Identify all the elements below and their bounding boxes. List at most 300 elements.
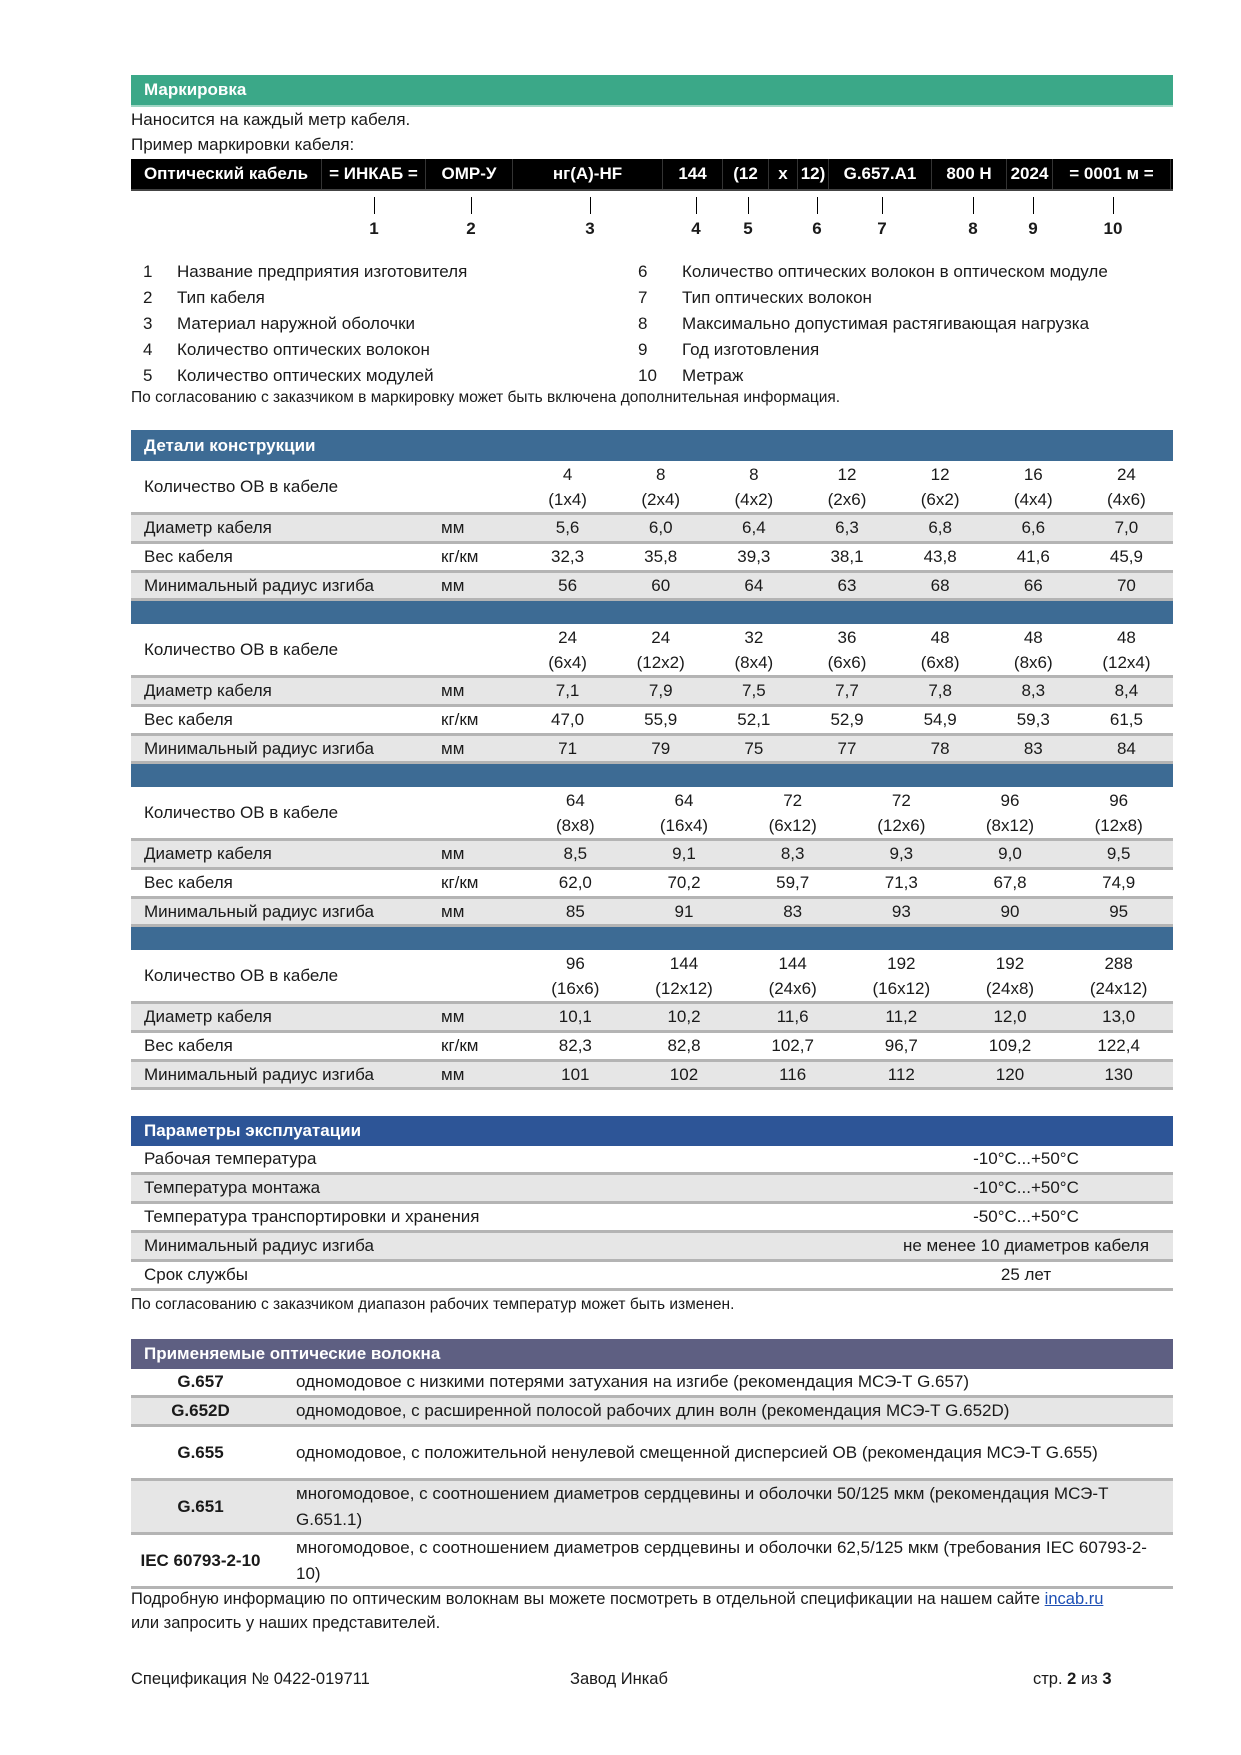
fiber-count: 8 [749,464,759,484]
radius-value: 95 [1109,901,1129,921]
fiber-structure: (8x12) [985,815,1035,835]
weight-label: Вес кабеля [144,547,233,566]
radius-row [131,573,1173,601]
fiber-count: 36 [837,627,857,647]
fiber-count: 64 [674,790,694,810]
radius-value: 120 [995,1064,1025,1084]
fiber-count: 24 [1116,464,1136,484]
fiber-structure: (12x12) [655,978,713,998]
fiber-count: 48 [1023,627,1043,647]
incab-link[interactable]: incab.ru [1044,1590,1104,1608]
legend-text: Тип кабеля [177,288,265,307]
fibers-note [131,1590,1103,1609]
radius-value: 66 [1023,575,1043,595]
radius-row [131,899,1173,927]
legend-number: 7 [638,288,648,307]
fiber-structure: (16x12) [872,978,931,998]
fiber-structure: (16x6) [551,978,600,998]
weight-value: 52,1 [737,710,771,729]
legend-number: 1 [143,262,153,281]
fiber-structure: (12x2) [636,652,685,672]
diameter-value: 8,5 [563,844,588,863]
marking-tick [748,197,749,214]
fiber-count: 192 [887,953,916,973]
radius-label: Минимальный радиус изгиба [144,1064,374,1084]
fiber-row [131,1535,1173,1589]
fiber-count: 4 [562,464,573,484]
legend-number: 9 [638,340,648,359]
diameter-value: 6,6 [1021,518,1046,537]
fiber-structure: (12x6) [877,815,926,835]
diameter-row [131,1004,1173,1033]
marking-segment: 12) [798,159,829,189]
page-number: 2 [1067,1670,1077,1688]
construction-header [131,430,1173,461]
fiber-row [131,1398,1173,1427]
diameter-value: 7,0 [1114,518,1139,537]
legend-text: Количество оптических волокон в оптическом модуле [682,262,1108,281]
radius-value: 79 [651,738,671,758]
fiber-count: 96 [565,953,585,973]
fiber-structure: (8x8) [555,815,595,835]
diameter-unit: мм [441,1007,465,1026]
fiber-description: одномодовое с низкими потерями затухания на изгибе (рекомендация МСЭ-Т G.657) [296,1372,970,1391]
diameter-value: 7,8 [928,681,952,700]
marking-segment: Оптический кабель [131,159,322,189]
diameter-value: 5,6 [555,518,580,537]
fiber-structure: (4x4) [1013,489,1053,509]
fibers-note2: или запросить у наших представителей. [131,1614,441,1632]
count-label: Количество ОВ в кабеле [144,640,339,659]
weight-value: 122,4 [1097,1036,1140,1055]
construction-title: Детали конструкции [144,435,316,455]
legend-number: 10 [638,366,657,385]
radius-value: 102 [669,1064,699,1084]
count-cell [707,462,800,512]
block-separator [131,601,1173,624]
radius-value: 60 [651,575,671,595]
legend-text: Год изготовления [682,340,820,359]
fiber-count: 144 [669,953,699,973]
block-separator [131,764,1173,787]
count-cell [987,625,1080,675]
legend-number: 4 [143,340,153,359]
weight-value: 102,7 [771,1036,814,1055]
weight-label: Вес кабеля [144,1036,233,1055]
fiber-structure: (24x12) [1089,978,1148,998]
count-label: Количество ОВ в кабеле [144,966,339,985]
diameter-unit: мм [441,844,465,863]
radius-value: 91 [674,901,694,921]
fiber-structure: (24x6) [768,978,817,998]
radius-label: Минимальный радиус изгиба [144,738,374,758]
count-cell [956,951,1065,1001]
weight-unit: кг/км [441,873,479,892]
weight-row [131,1033,1173,1062]
count-label: Количество ОВ в кабеле [144,803,339,822]
fiber-count: 144 [778,953,807,973]
count-cell [614,625,707,675]
weight-value: 45,9 [1109,547,1143,566]
radius-unit: мм [441,1064,465,1084]
page-prefix: стр. [1033,1670,1063,1688]
count-cell [521,951,630,1001]
diameter-row [131,841,1173,870]
diameter-value: 9,5 [1106,844,1131,863]
radius-value: 112 [887,1064,915,1084]
operation-label: Рабочая температура [144,1149,317,1168]
fiber-count: 96 [1109,790,1129,810]
diameter-label: Диаметр кабеля [144,681,272,700]
fiber-description: одномодовое, с расширенной полосой рабочих длин волн (рекомендация МСЭ-Т G.652D) [296,1401,1010,1420]
fiber-code: G.657 [177,1372,224,1391]
diameter-row [131,515,1173,544]
count-cell [956,788,1065,838]
weight-label: Вес кабеля [144,710,233,729]
weight-value: 62,0 [558,873,592,892]
diameter-value: 12,0 [993,1007,1027,1026]
marking-number: 10 [1103,219,1123,238]
count-cell [521,462,614,512]
marking-tick [1033,197,1034,214]
count-row [131,624,1173,678]
operation-label: Температура монтажа [144,1178,321,1197]
diameter-value: 6,8 [928,518,952,537]
count-cell [614,462,707,512]
count-cell [800,462,893,512]
count-row [131,787,1173,841]
marking-segment: = ИНКАБ = [322,159,426,189]
marking-segment: ОМР-У [426,159,513,189]
weight-row [131,870,1173,899]
operation-value: не менее 10 диаметров кабеля [902,1236,1150,1255]
fiber-code: IEC 60793-2-10 [140,1550,261,1570]
fiber-structure: (8x6) [1013,652,1053,672]
diameter-value: 13,0 [1102,1007,1136,1026]
marking-tick [696,197,697,214]
diameter-value: 7,9 [648,681,673,700]
count-cell [894,625,987,675]
marking-tick [1113,197,1114,214]
weight-value: 39,3 [737,547,771,566]
count-cell [847,951,956,1001]
diameter-value: 7,1 [555,681,580,700]
fiber-count: 8 [655,464,666,484]
marking-number: 1 [369,219,379,238]
weight-row [131,707,1173,736]
block-separator [131,927,1173,950]
radius-value: 116 [779,1064,807,1084]
radius-row [131,736,1173,764]
fiber-count: 24 [651,627,671,647]
page-of: из [1080,1670,1098,1688]
legend-number: 5 [143,366,153,385]
fiber-structure: (4x2) [734,489,774,509]
operation-value: 25 лет [1000,1265,1052,1284]
radius-value: 77 [837,738,857,758]
footer-page [1033,1670,1112,1689]
weight-value: 70,2 [667,873,701,892]
marking-segment: x [769,159,798,189]
radius-value: 68 [930,575,950,595]
fiber-count: 16 [1023,464,1043,484]
count-row [131,950,1173,1004]
count-cell [521,788,630,838]
count-cell [987,462,1080,512]
weight-value: 47,0 [551,710,585,729]
fiber-count: 288 [1104,953,1133,973]
marking-segment: нг(А)-HF [513,159,663,189]
marking-header [131,75,1173,107]
diameter-value: 11,6 [776,1007,809,1026]
count-cell [1080,462,1173,512]
fiber-row [131,1481,1173,1535]
fiber-count: 12 [930,464,950,484]
legend-text: Количество оптических волокон [177,340,430,359]
diameter-value: 9,1 [672,844,696,863]
weight-value: 67,8 [993,873,1027,892]
weight-value: 41,6 [1016,547,1050,566]
marking-tick [817,197,818,214]
weight-label: Вес кабеля [144,873,233,892]
fiber-count: 32 [744,627,764,647]
fiber-structure: (6x12) [768,815,817,835]
count-cell [521,625,614,675]
weight-unit: кг/км [441,710,479,729]
construction-table [131,461,1173,1090]
footer-company: Завод Инкаб [570,1670,668,1688]
operation-value: -10°C...+50°C [973,1178,1079,1197]
operation-label: Минимальный радиус изгиба [144,1236,374,1255]
weight-value: 54,9 [923,710,957,729]
radius-unit: мм [441,738,465,758]
count-cell [1064,788,1173,838]
weight-value: 74,9 [1102,873,1136,892]
weight-value: 109,2 [988,1036,1032,1055]
count-row [131,461,1173,515]
legend-number: 8 [638,314,648,333]
weight-value: 32,3 [551,547,585,566]
marking-tick [973,197,974,214]
marking-number: 9 [1028,219,1038,238]
diameter-value: 9,0 [998,844,1022,863]
legend-text: Название предприятия изготовителя [177,262,468,281]
marking-segment: = 0001 м = [1053,159,1171,189]
operation-row [131,1175,1173,1204]
count-cell [800,625,893,675]
count-cell [707,625,800,675]
fiber-structure: (12x8) [1094,815,1143,835]
legend-number: 3 [143,314,153,333]
diameter-value: 6,3 [835,518,859,537]
fiber-structure: (2x4) [641,489,681,509]
operation-label: Температура транспортировки и хранения [144,1207,480,1226]
weight-value: 52,9 [830,710,864,729]
weight-value: 35,8 [644,547,678,566]
legend-text: Тип оптических волокон [682,288,872,307]
legend-number: 2 [143,288,153,307]
radius-value: 83 [1023,738,1043,758]
marking-line2: Пример маркировки кабеля: [131,135,355,154]
diameter-value: 6,4 [742,518,766,537]
operation-row [131,1262,1173,1291]
diameter-value: 10,1 [558,1007,592,1026]
operation-header [131,1116,1173,1146]
diameter-value: 9,3 [889,844,914,863]
diameter-unit: мм [441,681,465,700]
radius-value: 78 [930,738,950,758]
radius-value: 70 [1116,575,1136,595]
marking-segment: (12 [723,159,769,189]
marking-tick [590,197,591,214]
fiber-description: многомодовое, с соотношением диаметров сердцевины и оболочки 62,5/125 мкм (требования IEC 60793-2-10) [296,1537,1147,1583]
weight-value: 55,9 [644,710,678,729]
weight-value: 96,7 [884,1036,918,1055]
marking-note: По согласованию с заказчиком в маркировку может быть включена дополнительная информация. [131,389,841,406]
weight-value: 71,3 [884,873,918,892]
diameter-row [131,678,1173,707]
operation-label: Срок службы [144,1265,248,1284]
fiber-count: 48 [930,627,950,647]
fiber-count: 72 [891,790,911,810]
fiber-structure: (1x4) [548,489,587,509]
marking-tick [374,197,375,214]
radius-value: 93 [891,901,911,921]
radius-value: 84 [1116,738,1136,758]
marking-number: 3 [585,219,595,238]
fiber-code: G.652D [171,1401,230,1420]
weight-value: 43,8 [923,547,957,566]
radius-value: 71 [558,738,578,758]
weight-value: 61,5 [1109,710,1143,729]
page-total: 3 [1102,1670,1112,1688]
radius-unit: мм [441,901,465,921]
radius-value: 64 [744,575,764,595]
diameter-value: 11,2 [885,1007,918,1026]
marking-number: 4 [691,219,701,238]
diameter-value: 8,3 [780,844,805,863]
legend-text: Метраж [682,366,744,385]
radius-value: 130 [1104,1064,1133,1084]
fiber-code: G.651 [177,1496,224,1516]
diameter-label: Диаметр кабеля [144,1007,272,1026]
fibers-note-text: Подробную информацию по оптическим волокнам вы можете посмотреть в отдельной спецификации на нашем сайте [131,1590,1041,1608]
marking-number: 2 [466,219,476,238]
fiber-structure: (6x8) [920,652,960,672]
fiber-structure: (24x8) [985,978,1035,998]
fiber-structure: (2x6) [827,489,867,509]
weight-value: 82,3 [558,1036,592,1055]
marking-segment: 800 Н [932,159,1007,189]
marking-segment: G.657.A1 [829,159,932,189]
fiber-row [131,1369,1173,1398]
fiber-structure: (16x4) [659,815,709,835]
fiber-description: многомодовое, с соотношением диаметров сердцевины и оболочки 50/125 мкм (рекомендация МСЭ-Т G.651.1) [296,1483,1109,1529]
diameter-value: 7,7 [835,681,859,700]
diameter-value: 10,2 [667,1007,701,1026]
marking-title: Маркировка [144,80,247,99]
diameter-value: 8,3 [1021,681,1046,700]
weight-unit: кг/км [441,547,479,566]
operation-row [131,1204,1173,1233]
diameter-value: 8,4 [1114,681,1139,700]
weight-value: 59,3 [1016,710,1050,729]
radius-value: 90 [1000,901,1020,921]
weight-value: 82,8 [667,1036,701,1055]
fiber-structure: (6x2) [920,489,960,509]
legend-text: Количество оптических модулей [177,366,434,385]
fiber-count: 72 [783,790,803,810]
radius-unit: мм [441,575,465,595]
weight-value: 38,1 [830,547,864,566]
diameter-label: Диаметр кабеля [144,844,272,863]
count-cell [630,951,739,1001]
fibers-title: Применяемые оптические волокна [144,1344,441,1363]
fiber-count: 192 [995,953,1025,973]
marking-number: 7 [877,219,887,238]
radius-label: Минимальный радиус изгиба [144,575,374,595]
radius-value: 56 [558,575,578,595]
count-cell [847,788,956,838]
count-cell [1064,951,1173,1001]
marking-segment: 144 [663,159,723,189]
radius-value: 85 [565,901,585,921]
count-cell [738,788,847,838]
fibers-header [131,1339,1173,1369]
radius-value: 83 [783,901,803,921]
fiber-structure: (6x4) [548,652,587,672]
marking-tick [471,197,472,214]
marking-segment: 2024 [1007,159,1053,189]
fiber-structure: (12x4) [1102,652,1151,672]
diameter-label: Диаметр кабеля [144,518,272,537]
legend-number: 6 [638,262,648,281]
marking-tick [882,197,883,214]
fiber-row [131,1427,1173,1481]
marking-example-bar [131,159,1173,191]
operation-row [131,1146,1173,1175]
diameter-value: 7,5 [742,681,766,700]
footer-spec: Спецификация № 0422-019711 [131,1670,370,1688]
fiber-code: G.655 [177,1442,224,1462]
weight-value: 59,7 [776,873,810,892]
legend-text: Максимально допустимая растягивающая нагрузка [682,314,1090,333]
fiber-count: 12 [837,464,857,484]
operation-note: По согласованию с заказчиком диапазон рабочих температур может быть изменен. [131,1296,735,1313]
fiber-count: 96 [1000,790,1020,810]
count-cell [1080,625,1173,675]
fiber-count: 64 [565,790,585,810]
fiber-structure: (8x4) [734,652,774,672]
operation-value: -50°C...+50°C [973,1207,1079,1226]
marking-line1: Наносится на каждый метр кабеля. [131,110,411,129]
weight-unit: кг/км [441,1036,479,1055]
fiber-description: одномодовое, с положительной ненулевой смещенной дисперсией ОВ (рекомендация МСЭ-Т G.655) [296,1442,1098,1462]
radius-value: 75 [744,738,764,758]
fiber-structure: (6x6) [827,652,867,672]
count-label: Количество ОВ в кабеле [144,477,339,496]
fiber-structure: (4x6) [1107,489,1146,509]
operation-title: Параметры эксплуатации [144,1121,362,1140]
marking-number: 8 [968,219,978,238]
marking-number: 5 [743,219,753,238]
legend-text: Материал наружной оболочки [177,314,416,333]
diameter-value: 6,0 [648,518,673,537]
marking-number: 6 [812,219,822,238]
operation-row [131,1233,1173,1262]
radius-row [131,1062,1173,1090]
weight-row [131,544,1173,573]
